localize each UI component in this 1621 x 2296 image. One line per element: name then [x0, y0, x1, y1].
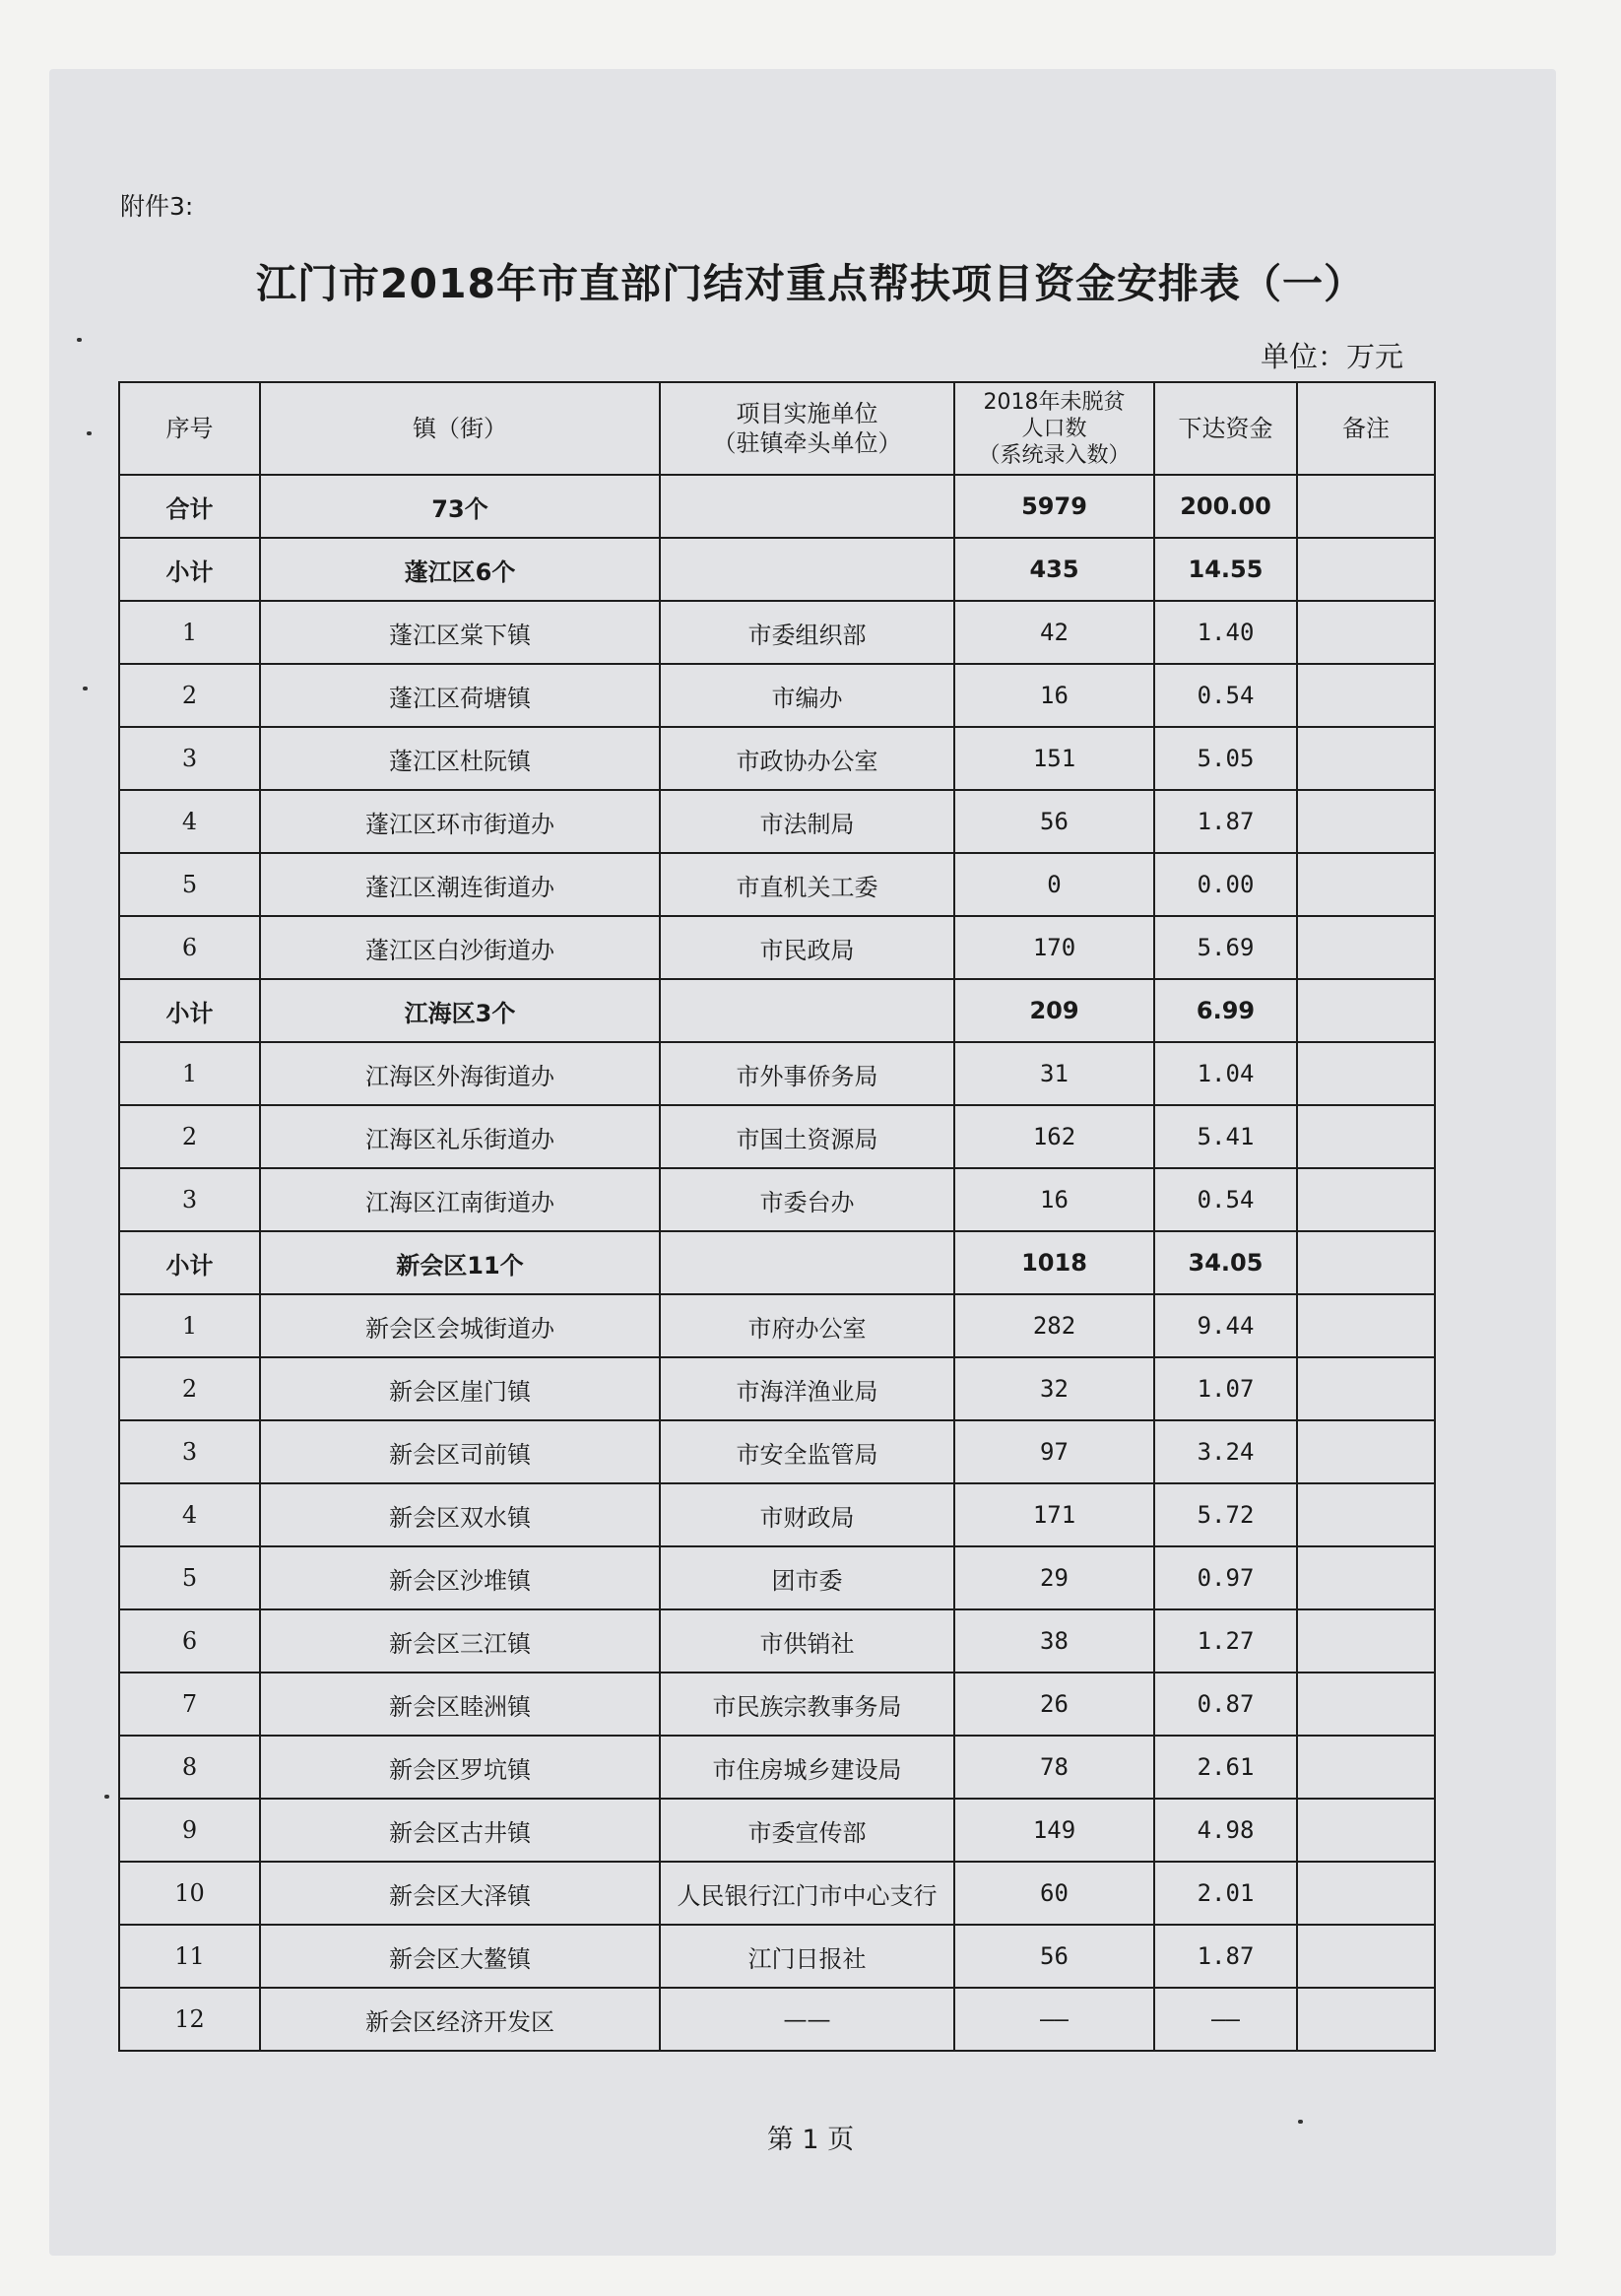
cell-unit — [660, 1231, 954, 1294]
cell-remarks — [1297, 1799, 1435, 1862]
cell-remarks — [1297, 1673, 1435, 1736]
cell-pop: 32 — [954, 1357, 1154, 1420]
cell-seq: 小计 — [119, 1231, 260, 1294]
cell-funds: 200.00 — [1154, 475, 1297, 538]
cell-funds: —— — [1154, 1988, 1297, 2051]
cell-town: 新会区罗坑镇 — [260, 1736, 660, 1799]
cell-remarks — [1297, 727, 1435, 790]
scan-speck — [77, 338, 82, 342]
table-row — [119, 1546, 1435, 1609]
cell-town: 73个 — [260, 475, 660, 538]
cell-funds: 1.07 — [1154, 1357, 1297, 1420]
cell-remarks — [1297, 979, 1435, 1042]
cell-remarks — [1297, 1105, 1435, 1168]
cell-seq: 3 — [119, 1420, 260, 1483]
cell-remarks — [1297, 1483, 1435, 1546]
cell-unit: 市直机关工委 — [660, 853, 954, 916]
cell-unit — [660, 538, 954, 601]
cell-town: 蓬江区杜阮镇 — [260, 727, 660, 790]
cell-town: 新会区古井镇 — [260, 1799, 660, 1862]
cell-seq: 2 — [119, 1105, 260, 1168]
cell-pop: 170 — [954, 916, 1154, 979]
cell-funds: 0.00 — [1154, 853, 1297, 916]
cell-remarks — [1297, 1736, 1435, 1799]
cell-seq: 7 — [119, 1673, 260, 1736]
cell-unit: —— — [660, 1988, 954, 2051]
cell-seq: 4 — [119, 790, 260, 853]
cell-town: 蓬江区棠下镇 — [260, 601, 660, 664]
cell-funds: 5.41 — [1154, 1105, 1297, 1168]
header-unit-line2: （驻镇牵头单位） — [712, 429, 902, 457]
cell-town: 新会区三江镇 — [260, 1609, 660, 1673]
cell-funds: 1.87 — [1154, 1925, 1297, 1988]
cell-town: 新会区司前镇 — [260, 1420, 660, 1483]
cell-remarks — [1297, 1420, 1435, 1483]
cell-funds: 5.05 — [1154, 727, 1297, 790]
cell-funds: 5.69 — [1154, 916, 1297, 979]
header-pop-line2: 人口数 — [1021, 416, 1087, 441]
header-pop-line1: 2018年未脱贫 — [983, 389, 1126, 415]
cell-remarks — [1297, 1862, 1435, 1925]
cell-remarks — [1297, 790, 1435, 853]
cell-funds: 2.01 — [1154, 1862, 1297, 1925]
cell-remarks — [1297, 601, 1435, 664]
cell-remarks — [1297, 664, 1435, 727]
cell-unit: 市财政局 — [660, 1483, 954, 1546]
cell-remarks — [1297, 1546, 1435, 1609]
cell-remarks — [1297, 853, 1435, 916]
subtotal-row — [119, 538, 1435, 601]
page-title: 江门市2018年市直部门结对重点帮扶项目资金安排表（一） — [255, 260, 1366, 307]
cell-pop: 97 — [954, 1420, 1154, 1483]
cell-unit: 市外事侨务局 — [660, 1042, 954, 1105]
table-row — [119, 1420, 1435, 1483]
cell-seq: 1 — [119, 1042, 260, 1105]
cell-seq: 3 — [119, 727, 260, 790]
cell-seq: 6 — [119, 916, 260, 979]
cell-town: 江海区江南街道办 — [260, 1168, 660, 1231]
cell-town: 新会区双水镇 — [260, 1483, 660, 1546]
cell-remarks — [1297, 475, 1435, 538]
cell-town: 新会区崖门镇 — [260, 1357, 660, 1420]
cell-pop: 42 — [954, 601, 1154, 664]
cell-funds: 1.87 — [1154, 790, 1297, 853]
cell-pop: 435 — [954, 538, 1154, 601]
cell-pop: 56 — [954, 1925, 1154, 1988]
table-row — [119, 1799, 1435, 1862]
cell-seq: 2 — [119, 664, 260, 727]
cell-seq: 合计 — [119, 475, 260, 538]
cell-funds: 0.87 — [1154, 1673, 1297, 1736]
table-row — [119, 916, 1435, 979]
table-row — [119, 1925, 1435, 1988]
scan-speck — [87, 431, 92, 435]
subtotal-row — [119, 979, 1435, 1042]
cell-seq: 2 — [119, 1357, 260, 1420]
cell-funds: 0.97 — [1154, 1546, 1297, 1609]
cell-unit: 人民银行江门市中心支行 — [660, 1862, 954, 1925]
cell-unit: 市委宣传部 — [660, 1799, 954, 1862]
header-pop-line3: （系统录入数） — [978, 442, 1131, 468]
table-row — [119, 1483, 1435, 1546]
cell-remarks — [1297, 1609, 1435, 1673]
table-header-row — [119, 382, 1435, 475]
cell-remarks — [1297, 916, 1435, 979]
cell-seq: 6 — [119, 1609, 260, 1673]
cell-unit: 市编办 — [660, 664, 954, 727]
cell-town: 新会区会城街道办 — [260, 1294, 660, 1357]
cell-seq: 9 — [119, 1799, 260, 1862]
cell-funds: 34.05 — [1154, 1231, 1297, 1294]
funding-table — [118, 381, 1436, 2052]
cell-unit: 市委组织部 — [660, 601, 954, 664]
cell-pop: 0 — [954, 853, 1154, 916]
scan-speck — [104, 1795, 109, 1799]
cell-seq: 1 — [119, 601, 260, 664]
cell-remarks — [1297, 1168, 1435, 1231]
cell-pop: 5979 — [954, 475, 1154, 538]
header-town: 镇（街） — [260, 382, 660, 475]
cell-seq: 5 — [119, 1546, 260, 1609]
cell-remarks — [1297, 538, 1435, 601]
cell-funds: 3.24 — [1154, 1420, 1297, 1483]
cell-town: 江海区礼乐街道办 — [260, 1105, 660, 1168]
cell-pop: 16 — [954, 1168, 1154, 1231]
table-row — [119, 853, 1435, 916]
table-row — [119, 1357, 1435, 1420]
cell-pop: 282 — [954, 1294, 1154, 1357]
cell-pop: 162 — [954, 1105, 1154, 1168]
cell-unit: 市安全监管局 — [660, 1420, 954, 1483]
header-unit — [660, 382, 954, 475]
scan-speck — [83, 687, 88, 690]
cell-town: 新会区睦洲镇 — [260, 1673, 660, 1736]
table-row — [119, 1168, 1435, 1231]
table-row — [119, 1673, 1435, 1736]
cell-funds: 5.72 — [1154, 1483, 1297, 1546]
table-row — [119, 1609, 1435, 1673]
cell-pop: 60 — [954, 1862, 1154, 1925]
cell-town: 新会区大泽镇 — [260, 1862, 660, 1925]
cell-unit: 市法制局 — [660, 790, 954, 853]
cell-unit — [660, 475, 954, 538]
cell-town: 蓬江区6个 — [260, 538, 660, 601]
cell-pop: 29 — [954, 1546, 1154, 1609]
cell-seq: 10 — [119, 1862, 260, 1925]
table-row — [119, 1042, 1435, 1105]
cell-town: 新会区11个 — [260, 1231, 660, 1294]
attachment-label: 附件3: — [120, 192, 194, 221]
cell-pop: 1018 — [954, 1231, 1154, 1294]
cell-remarks — [1297, 1925, 1435, 1988]
cell-funds: 6.99 — [1154, 979, 1297, 1042]
cell-seq: 4 — [119, 1483, 260, 1546]
cell-pop: 209 — [954, 979, 1154, 1042]
cell-town: 江海区外海街道办 — [260, 1042, 660, 1105]
table-row — [119, 1294, 1435, 1357]
cell-pop: 151 — [954, 727, 1154, 790]
header-funds: 下达资金 — [1154, 382, 1297, 475]
cell-funds: 4.98 — [1154, 1799, 1297, 1862]
cell-funds: 0.54 — [1154, 1168, 1297, 1231]
cell-unit: 市政协办公室 — [660, 727, 954, 790]
table-row — [119, 1105, 1435, 1168]
cell-remarks — [1297, 1988, 1435, 2051]
page-number: 第 1 页 — [766, 2125, 855, 2155]
cell-funds: 0.54 — [1154, 664, 1297, 727]
cell-seq: 小计 — [119, 538, 260, 601]
cell-funds: 14.55 — [1154, 538, 1297, 601]
cell-funds: 1.27 — [1154, 1609, 1297, 1673]
cell-town: 江海区3个 — [260, 979, 660, 1042]
subtotal-row — [119, 1231, 1435, 1294]
cell-seq: 12 — [119, 1988, 260, 2051]
cell-seq: 11 — [119, 1925, 260, 1988]
cell-town: 新会区经济开发区 — [260, 1988, 660, 2051]
cell-funds: 1.04 — [1154, 1042, 1297, 1105]
unit-label: 单位：万元 — [1261, 340, 1404, 373]
cell-remarks — [1297, 1042, 1435, 1105]
cell-town: 蓬江区白沙街道办 — [260, 916, 660, 979]
cell-pop: 78 — [954, 1736, 1154, 1799]
cell-funds: 1.40 — [1154, 601, 1297, 664]
cell-unit: 市民政局 — [660, 916, 954, 979]
cell-unit: 市住房城乡建设局 — [660, 1736, 954, 1799]
cell-unit: 市海洋渔业局 — [660, 1357, 954, 1420]
cell-town: 新会区沙堆镇 — [260, 1546, 660, 1609]
cell-unit: 市委台办 — [660, 1168, 954, 1231]
cell-town: 蓬江区环市街道办 — [260, 790, 660, 853]
cell-pop: 56 — [954, 790, 1154, 853]
cell-remarks — [1297, 1294, 1435, 1357]
table-row — [119, 664, 1435, 727]
cell-seq: 3 — [119, 1168, 260, 1231]
table-row — [119, 790, 1435, 853]
cell-unit — [660, 979, 954, 1042]
header-population — [954, 382, 1154, 475]
cell-remarks — [1297, 1231, 1435, 1294]
header-seq: 序号 — [119, 382, 260, 475]
cell-pop: 171 — [954, 1483, 1154, 1546]
cell-pop: 31 — [954, 1042, 1154, 1105]
header-unit-line1: 项目实施单位 — [736, 400, 878, 427]
cell-seq: 1 — [119, 1294, 260, 1357]
cell-pop: 16 — [954, 664, 1154, 727]
cell-town: 蓬江区荷塘镇 — [260, 664, 660, 727]
cell-pop: 26 — [954, 1673, 1154, 1736]
cell-pop: —— — [954, 1988, 1154, 2051]
header-remarks: 备注 — [1297, 382, 1435, 475]
cell-unit: 市民族宗教事务局 — [660, 1673, 954, 1736]
cell-unit: 市国土资源局 — [660, 1105, 954, 1168]
table-row — [119, 1736, 1435, 1799]
table-row — [119, 601, 1435, 664]
cell-unit: 市府办公室 — [660, 1294, 954, 1357]
cell-pop: 38 — [954, 1609, 1154, 1673]
table-row — [119, 1862, 1435, 1925]
cell-seq: 8 — [119, 1736, 260, 1799]
cell-pop: 149 — [954, 1799, 1154, 1862]
cell-seq: 小计 — [119, 979, 260, 1042]
table-row — [119, 1988, 1435, 2051]
cell-unit: 团市委 — [660, 1546, 954, 1609]
cell-funds: 9.44 — [1154, 1294, 1297, 1357]
total-row — [119, 475, 1435, 538]
cell-town: 蓬江区潮连街道办 — [260, 853, 660, 916]
cell-funds: 2.61 — [1154, 1736, 1297, 1799]
cell-town: 新会区大鳌镇 — [260, 1925, 660, 1988]
cell-seq: 5 — [119, 853, 260, 916]
cell-unit: 市供销社 — [660, 1609, 954, 1673]
table-row — [119, 727, 1435, 790]
cell-unit: 江门日报社 — [660, 1925, 954, 1988]
cell-remarks — [1297, 1357, 1435, 1420]
